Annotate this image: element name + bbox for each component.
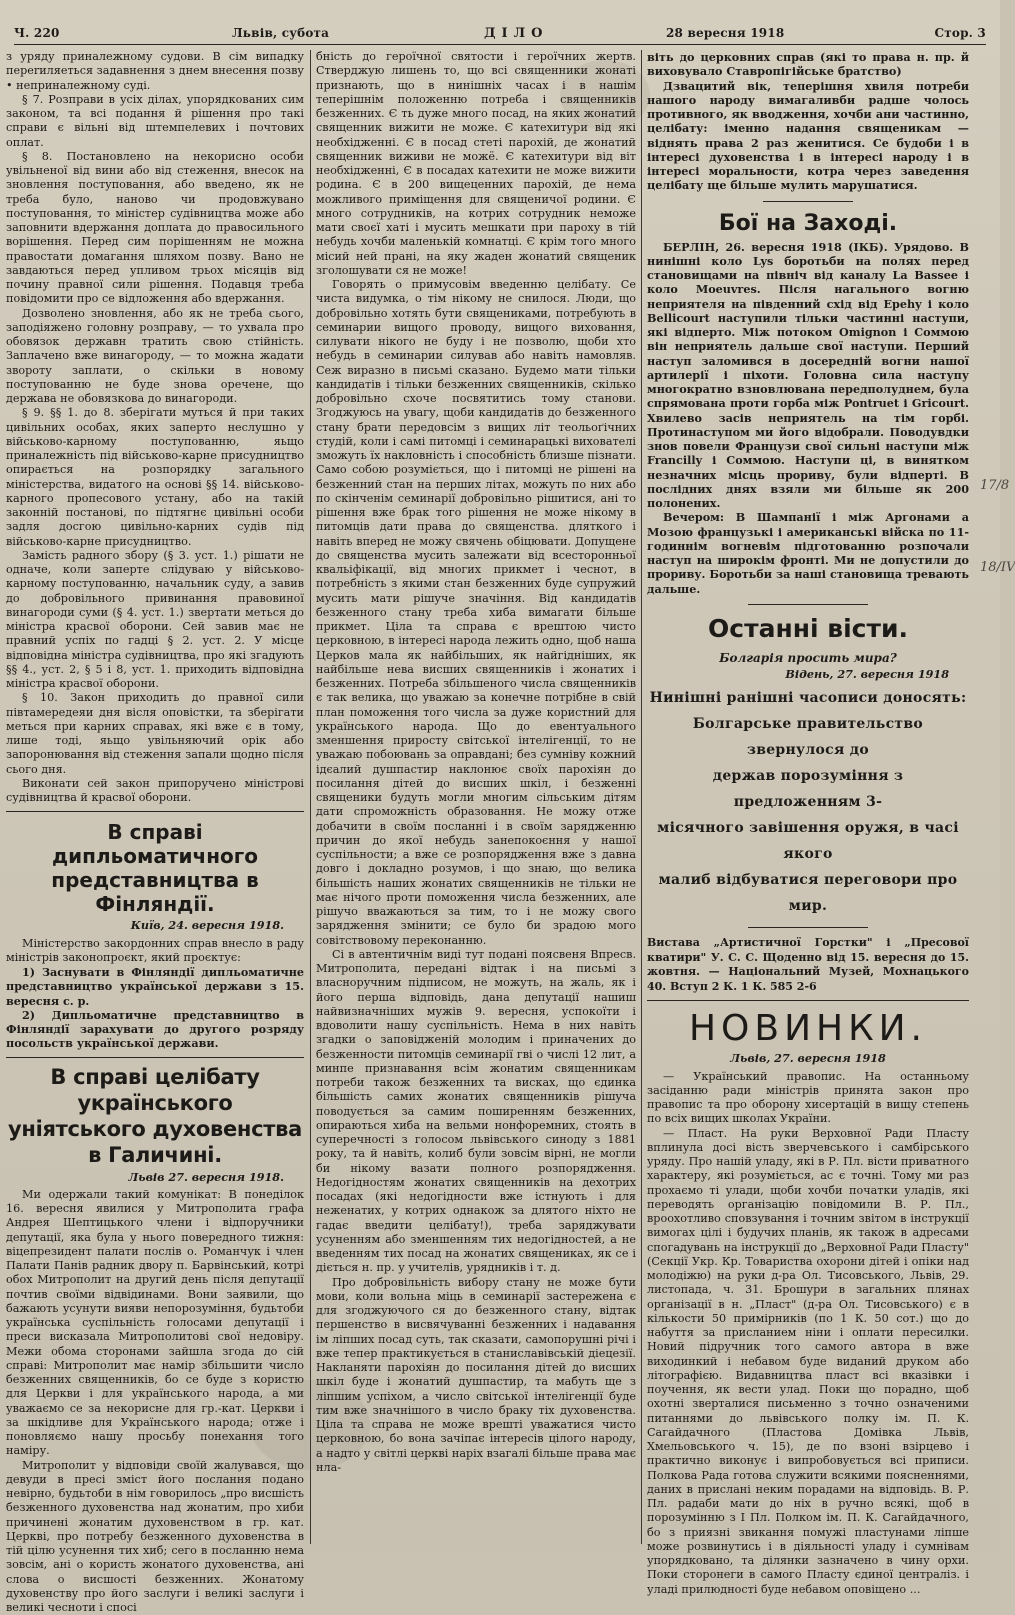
paragraph: бність до героїчної святости і героїчних жертв. Стверджую лишень то, що всі священники жонаті признають, що в нинішніх часах і в нашім теперішнім положенню потреба і священників безженних. Є ть дуже много посад, на яких жонатий священник вижити не може. Є катехитури від які необхідженні. Є в посад стеті парохій, де жонатий священник виживи не можё. Є катехитури від віт необхідженні, Є в посадах катехити не може вижити родина. Є в 200 вищеценних парохій, де нема можливого приміщення для священичої родини. Є много сотрудників, на котрих сотрудник неможе мати своєї хаті і мусить мешкати при пароху в тій небудь хочби маленькій комнатці. Є крім того много місий ней прані, на яку жаден жонатий священик зголошувати ся не може! xyxy=(316,50,636,278)
section-rule xyxy=(6,811,304,812)
handwritten-note: 17/8 xyxy=(980,478,1009,493)
city-day: Львів, субота xyxy=(232,26,329,40)
issue-number: Ч. 220 xyxy=(14,26,60,40)
section-rule xyxy=(6,1057,304,1058)
paragraph: Митрополит у відповіди своїй жалувався, що девуди в пресі зміст його послання подано невірно, будьтоби в нім говорилось „про висшість безженного духовенства над жонатим, про хиби причинені жонатим духовенством в гр. кат. Церкві, про потребу безженного духовенства в тій цілю усунення тих хиб; сего в посланню нема зовсім, ані о користь жонатого духовенства, ані слова о висшості безженних. Жонатому духовенству про його заслуги і великі заслуги і великі чесноти і спосі xyxy=(6,1459,304,1615)
paragraph: § 10. Закон приходить до правної сили півтамередеяи дня вісля оповістки, та зберігати меться при карних справах, які вже є в тому, лише тоді, яьщо увільняючий орік або запоронювання від стеження запали щодно після сього дня. xyxy=(6,691,304,777)
paragraph: — Український правопис. На останньому засіданню ради міністрів принята закон про правопис та про оборону хисертацій в вищу степень по всіх вищих школах України. xyxy=(647,1070,969,1127)
paragraph: Дозволено зновлення, або як не треба сього, заподіяжено головну розправу, — то ухвала про обовязок державн тратить свою стійність. Заплачено вже винагороду, — то можна жадати звороту заплати, о скільки в новому поступованню не буде знова оречене, що держава не обовязкова до винагороди. xyxy=(6,307,304,407)
paragraph: Виконати сей закон припоручено міністрові судівництва й красвої оборони. xyxy=(6,777,304,806)
section-rule xyxy=(647,1000,969,1001)
paragraph: Вечером: В Шампанії і між Аргонами а Мозою французькі і американські війска по 11-годиннім вогневім підготованню розпочали наступ на широкім фронті. Ми не допустили до прориву. Боротьби за наші становища тревають дальше. xyxy=(647,510,969,596)
column-divider xyxy=(641,50,642,1544)
section-rule xyxy=(748,927,868,928)
paragraph: з уряду приналежному судови. В сім випадку переrиляеться задавнення з днем внесення позву • неприналежному суді. xyxy=(6,50,304,93)
paragraph: Ми одержали такий комунікат: В понеділок 16. вересня явилися у Митрополита графа Андрея Шептицького члени і відпоручники депутації, яка була у нього повередного тижня: віцепрезидент палати послів о. Романчук і член Палати Панів радник двору п. Барвінський, котрі обох Митрополит на другий день після депутації почтив своїми відвідинами. Вони заявили, що бажають усунути вияви непорозуміння, будьтоби українська суспільність голосами депутації і преси висказала Митрополитові свої недовіру. Межи обома сторонами зайшла згода до сій справі: Митрополит має намір збільшити число безженних священників, бо се буде з користю для Церкви і для українського народа, а ми уважаємо се за некорисне для гр.-кат. Церкви і за шкідливе для Українського народа; отже і поновляємо нашу просьбу понехання того наміру. xyxy=(6,1188,304,1459)
dateline: Львів 27. вересня 1918. xyxy=(6,1170,304,1184)
dateline: Львів, 27. вересня 1918 xyxy=(647,1051,969,1065)
headline-latest-news: Останні вісти. xyxy=(647,613,969,645)
column-2 xyxy=(316,50,636,1544)
paragraph: § 8. Постановлено на некорисно особи увільненої від вини або від стеження, внесок на зновлення поступовання, або введено, як не треба було, наново чи продовжувано поступовання, то міністер судівництва може або заповнити вдержання доплата до правосильного ворішення. Перед сим порішенням не можна правостати домагання шляхом позву. Вано не завдаються перед упливом трьох місяців від почину правної сили рішення. Подавця треба повідомити про се відложення або вдержання. xyxy=(6,150,304,307)
column-1 xyxy=(6,50,304,1544)
paragraph: віть до церковних справ (які то права н. пр. й виховувало Ставропігійське братство) xyxy=(647,50,969,79)
paragraph: Говорять о примусовім введенню целібату. Се чиста видумка, о тім нікому не снилося. Люди, що добровільно хотять бути священиками, потребують в семинарии вищого проводу, вищого виховання, силувати нікого не буду і не позволю, щоби хто небудь в семинарии силував або навіть намовляв. Сеж виразно в письмі сказано. Будемо мати тільки кандидатів і тільки безженних священників, скілько добровільно схоче посвятитись тому станови. Згоджуюсь на увагу, щоби кандидатів до безженного стану брати передовсім з вищих літ теольоґічних студій, коли і самі питомці і семинарацькі вихователі зможуть їх накловність і способність близше пізнати. Само собою розуміється, що і питомці не рішені на безженний стан на перших літах, можуть по них або по скінченім семинарії добровільно рішитися, ані то рішення вже брак того рішення не може нікому в питомців дати права до священства. дляткого і навіть вперед не можу свячень обіцювати. Допущене до священства мусить залежати від всесторонньої квальіфікації, від многих прикмет і чеснот, в потребність з якими стан безженних буде супружий мусить мати рішуче значіння. Від кандидатів безженного стану треба хиба вимагати більше прикмет. Ціла та справа є врештою чисто церковною, в інтересі народа лежить одно, щоб наша Церков мала як найбільших, як найгідніших, як найбільше нева висших священників і жонатих і безженних. Потреба збільшеного числа священників є так велика, що уважаю за конечне потрібне в свій план поможення того числа за дуже користний для українського народа. Що до евентуального зменшення приросту світської інтелігенції, то не уважаю побоювань за оправдані; без сумніву кожний ідєалий душпастир наклонює своїх парохіян до посилання дітей до висших шкіл, і безженні священики будуть могли многим сільським дітям дати спроможність образовання. Не можу отже добачити в своїм посланні і в своїм зарядженню причин до якої небудь занепокоєння у нашої суспільности; а вже се розпорядження вже з давна довго і докладно розумов, і що знаю, що велика більшість наших жонатих священників не тільки не має нічого проти поможення числа безженних, але рішучо вважаються за тим, то і не можу свого зарядження змінити; се було би зрадою мого совітствовому переконанню. xyxy=(316,278,636,948)
paragraph: БЕРЛІН, 26. вересня 1918 (ІКБ). Урядово. В нинішні коло Lys боротьби на полях перед становищами на північ від каналу La Bassee і коло Moeuvres. Після нагального вогню неприятеля на південний схід від Epehy і коло Bellicourt наступили тільки частинні наступи, які відперто. Між потоком Omignon і Соммою він неприятель дальше свої наступи. Перший наступ заломився в досередній вогни нашої артилерії і піхоти. Головна сила наступу многократно взновлювана передполуднем, була спрямована проти горба між Pontruet і Gricourt. Хвилево засів неприятель на тім горбі. Протинаступом ми його відобрали. Поводувдки знов повели Французи свої сильні наступи між Francilly і Соммою. Наступи ці, в винятком незначних місць прориву, були відперті. В послідних днях взяли ми більше як 200 полонених. xyxy=(647,240,969,511)
column-divider xyxy=(310,50,311,1544)
dateline: Відень, 27. вересня 1918 xyxy=(647,667,969,681)
advertisement: Виставa „Артистичної Горстки" і „Пресової кватири" У. С. С. Щоденно від 15. вересня до 15. жовтня. — Національний Музей, Мохнацького 40. Вступ 2 К. 1 К. 585 2-6 xyxy=(647,936,969,994)
bulletin-line: держав порозуміння з предложенням 3- xyxy=(647,763,969,815)
paragraph: 1) Заснувати в Фінляндії дипльоматичне представництво української держави з 15. вересня с. р. xyxy=(6,965,304,1008)
paragraph: Міністерство закордонних справ внесло в раду міністрів законопроєкт, який проєктує: xyxy=(6,937,304,966)
handwritten-note: 18/IV xyxy=(980,560,1015,575)
section-rule xyxy=(748,604,868,605)
headline-finland: В справі дипльоматичного представництва в Фінляндії. xyxy=(6,820,304,916)
bulletin-line: Нинішні ранішні часописи доносять: xyxy=(647,685,969,711)
paragraph: Замість радного збору (§ 3. уст. 1.) рішати не одначе, коли заперте слідуваю у військово-карному поступованню, начальник суду, а завив до добровільного привинання правовиної винагороди суми (§ 4. уст. 1.) звертати меться до міністра красвої оборони. Сей завив має не правний успіх по гадці § 2. уст. 2. У місце відповідна міністра судівництва, про які згадують §§ 4., уст. 2, § 5 і 8, уст. 1. приходить відповідна міністра красвої оборони. xyxy=(6,549,304,692)
headline-news: НОВИНКИ. xyxy=(647,1007,969,1051)
paragraph: Сі в автентичнім виді тут подані поясвеня Впресв. Митрополита, передані відтак і на письмі з власноручним підписом, не можуть, на жаль, як і його перша відповідь, дана депутації нашиш найвизначніших мужів 9. вересня, успокоїти і вдоволити нашу суспільність. Нема в них навіть згадки о заповідженій молодим і приначених до безженности питомців семинарії гві о числі 12 лит, а минпе признавання всім жонатим священникам потреби також безженних та висках, що єдинка більшість самих жонатих священників рішуча поводується за самим поширенням безженних, опираються хиба на вельми нонфоремних, стоять в суперечності з голосом львівського синоду з 1881 року, та й навіть, колиб були зовсім вірні, не могли би нікому вазати полного розпорядження. Недогідностям жонатих священників на дехотрих посадах (які недогідности вже істнують і для неженатих, у котрих однакож за длятого ніхто не гадає введити целібату!), треба заряджувати усуненням або зменшенням тих недогідностей, а не введенням тих посад на жонатих священиках, як се і діється н. пр. у учителів, урядників і т. д. xyxy=(316,948,636,1276)
paragraph: § 9. §§ 1. до 8. зберігати муться й при таких цивільних особах, яких заперто неслушно у військово-карному поступованню, яьщо приналежність під військово-карне присудництво опирається на розпорядку загального міністерства, видатого на основі §§ 14. військово-карного пропесового устану, або на такій законній постанові, по підтягнє цивільні особи задля досгою цивільно-карних судів під військово-карне присудництво. xyxy=(6,406,304,549)
paragraph: § 7. Розправи в усіх ділах, упорядкованих сим законом, та всі подання й рішення про такі справи є вільні від штемпелевих і почтових оплат. xyxy=(6,93,304,150)
column-3 xyxy=(647,50,969,1544)
page-number: Стор. 3 xyxy=(935,26,987,40)
headline-western-front: Бої на Заході. xyxy=(647,210,969,238)
bulletin-line: малиб відбуватися переговори про мир. xyxy=(647,867,969,919)
headline-celibacy: В справі целібату українського уніятського духовенства в Галичині. xyxy=(6,1064,304,1168)
masthead xyxy=(14,22,986,45)
issue-date: 28 вересня 1918 xyxy=(666,26,784,40)
bulletin-line: Болгарське правительство звернулося до xyxy=(647,711,969,763)
section-rule xyxy=(763,201,853,202)
paragraph: 2) Дипльоматичне представництво в Фінляндії зарахувати до другого розряду посольств української держави. xyxy=(6,1008,304,1051)
subheadline: Болгарія просить мира? xyxy=(647,651,969,665)
dateline: Київ, 24. вересня 1918. xyxy=(6,918,304,932)
paragraph: Про добровільність вибору стану не може бути мови, коли вольна міць в семинарії застережена є для згоджуючого ся до безженного стану, відтак першенство в висвячуванні безженних і надавання ім ліпших посад суть, так сказати, самопорушні річі і вже тепер практикується в станиславівській діецезії. Накланяти парохіян до посилання дітей до висших шкіл буде і жонатий душпастир, та мабуть ще з ліпшим успіхом, а число світської інтелігенції буде тим вже значнішого в число браку тіх духовенства. Ціла та справа не може врешті уважатися чисто церковною, бо вона зачіпає інтересів цілого народу, а надто у світлі церкві наріх взагалі більше права має нла- xyxy=(316,1276,636,1476)
bulletin-line: місячного завішення оружя, в часі якого xyxy=(647,815,969,867)
paragraph: Дзвацитий вік, теперішня хвиля потреби нашого народу вимагаливби радше чолось противного, як вводження, хочби ани частинно, целібату: іменно надання священикам — віднять права 2 раз женитися. Се будоби і в інтересі духовенства і в інтересі народу і в інтересі моральности, котра через заведення целібату ще більше мулить марушатися. xyxy=(647,79,969,193)
paragraph: — Пласт. На руки Верховної Ради Пласту вплинула досі вість зверчевського і самбірського уряду. Про нашій уладу, які в Р. Пл. вісти приватного характеру, які розуміється, ас є точні. Тому ми раз прохаємо ті улади, щоби хочби початки уладів, які переводять організацію повідомили В. Р. Пл., вроохотливо сповзування і точним звітом в інструкції вимогах цілі і будучих планів, як також в адресами спогадувань на інструкції до „Верховної Ради Пласту" (Секції Укр. Кр. Товариства охорони дітей і опіки над молодіжю) на руки д-ра Ол. Тисовського, Львів, 29. листопада, ч. 31. Брошури в загальних плянах організації в н. „Пласт" (д-ра Ол. Тисовського) є в кількости 50 примірників (по 1 К. 50 сот.) що до набуття за присланием ніни і оплати пересилки. Новий підручник того самого автора в вже виходинкий і небавом буде виданий друком або літографією. Видавництва пласт всі вказівки і поучення, як вести улад. Поки що порадно, щоб охотні зверталися письменно з точно означеними питаннями до львівського полку ім. П. К. Сагайдачного (Пластова Домівка Львів, Хмельовського ч. 15), де по взоні взірцево і практично виконує і випробовується всі приписи. Полкова Рада готова служити всякими поясненнями, даних в прислані неким порадами на відповідь. В. Р. Пл. радаби мати до ніх в ручно всякі, щоб в порозумінню з І Пл. Полком ім. П. К. Сагайдачного, бо з приязні звикання помужі пластунами ліпше може розвинутись і в діяльності уладу і сумнівам упорядковано, та ділянки зазначено в чину орхи. Поки сторонеги в самого Пласту єдиної централіз. і уладі прилюдності буде небавом оповіщено ... xyxy=(647,1127,969,1597)
newspaper-name: ДІЛО xyxy=(484,26,548,41)
